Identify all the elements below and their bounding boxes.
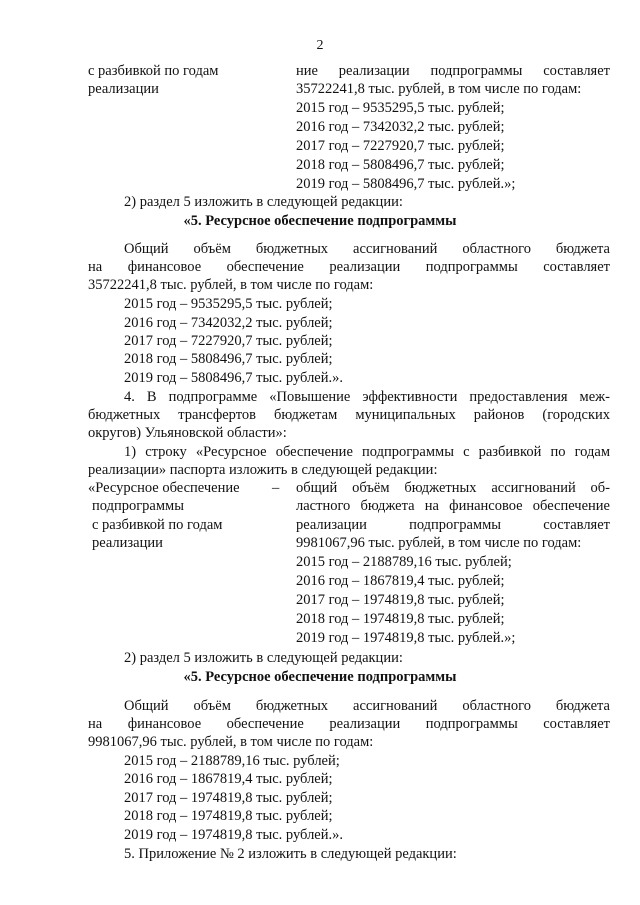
section-a-year-2016: 2016 год – 7342032,2 тыс. рублей; [124, 315, 333, 331]
section-a-para-line-1: Общий объём бюджетных ассигнований областного бюджета [124, 241, 610, 257]
item-4-line-2: бюджетных трансфертов бюджетам муниципальных районов (городских [88, 407, 610, 423]
section-b-year-2019: 2019 год – 1974819,8 тыс. рублей.». [124, 827, 344, 843]
passport-value-line-1: общий объём бюджетных ассигнований об- [296, 480, 610, 496]
top-label-line-1: с разбивкой по годам [88, 63, 219, 79]
section-b-year-2015: 2015 год – 2188789,16 тыс. рублей; [124, 753, 340, 769]
section-a-para-line-2: на финансовое обеспечение реализации подпрограммы составляет [88, 259, 610, 275]
passport-value-line-2: ластного бюджета на финансовое обеспечение [296, 498, 610, 514]
passport-value-line-3: реализации подпрограммы составляет [296, 517, 610, 533]
passport-value-year-2015: 2015 год – 2188789,16 тыс. рублей; [296, 554, 512, 570]
item-5: 5. Приложение № 2 изложить в следующей редакции: [124, 846, 457, 862]
top-value-line-1: ние реализации подпрограммы составляет [296, 63, 610, 79]
item-4-1-line-1: 1) строку «Ресурсное обеспечение подпрограммы с разбивкой по годам [124, 444, 610, 460]
section-b-para-line-3: 9981067,96 тыс. рублей, в том числе по годам: [88, 734, 374, 750]
top-label-line-2: реализации [88, 81, 159, 97]
item-4-line-3: округов) Ульяновской области»: [88, 425, 287, 441]
item-2-section-b: 2) раздел 5 изложить в следующей редакции: [124, 650, 403, 666]
section-b-year-2017: 2017 год – 1974819,8 тыс. рублей; [124, 790, 333, 806]
top-value-year-2019: 2019 год – 5808496,7 тыс. рублей.»; [296, 176, 516, 192]
section-a-para-line-3: 35722241,8 тыс. рублей, в том числе по годам: [88, 277, 374, 293]
top-value-year-2015: 2015 год – 9535295,5 тыс. рублей; [296, 100, 505, 116]
passport-value-year-2018: 2018 год – 1974819,8 тыс. рублей; [296, 611, 505, 627]
section-b-para-line-1: Общий объём бюджетных ассигнований областного бюджета [124, 698, 610, 714]
page-number: 2 [316, 38, 324, 53]
item-4-1-line-2: реализации» паспорта изложить в следующей редакции: [88, 462, 438, 478]
section-b-year-2018: 2018 год – 1974819,8 тыс. рублей; [124, 808, 333, 824]
top-value-line-2: 35722241,8 тыс. рублей, в том числе по годам: [296, 81, 582, 97]
section-heading-b: «5. Ресурсное обеспечение подпрограммы [183, 669, 457, 685]
section-heading-a: «5. Ресурсное обеспечение подпрограммы [183, 213, 457, 229]
top-value-year-2017: 2017 год – 7227920,7 тыс. рублей; [296, 138, 505, 154]
section-a-year-2015: 2015 год – 9535295,5 тыс. рублей; [124, 296, 333, 312]
top-value-year-2016: 2016 год – 7342032,2 тыс. рублей; [296, 119, 505, 135]
top-value-year-2018: 2018 год – 5808496,7 тыс. рублей; [296, 157, 505, 173]
section-b-para-line-2: на финансовое обеспечение реализации подпрограммы составляет [88, 716, 610, 732]
passport-dash: – [272, 480, 280, 496]
passport-label-line-4: реализации [92, 535, 163, 551]
passport-label-line-2: подпрограммы [92, 498, 184, 514]
passport-value-year-2019: 2019 год – 1974819,8 тыс. рублей.»; [296, 630, 516, 646]
section-a-year-2019: 2019 год – 5808496,7 тыс. рублей.». [124, 370, 344, 386]
item-2-section-a: 2) раздел 5 изложить в следующей редакции: [124, 194, 403, 210]
item-4-line-1: 4. В подпрограмме «Повышение эффективности предоставления меж- [124, 389, 610, 405]
passport-value-line-4: 9981067,96 тыс. рублей, в том числе по годам: [296, 535, 582, 551]
section-b-year-2016: 2016 год – 1867819,4 тыс. рублей; [124, 771, 333, 787]
passport-value-year-2016: 2016 год – 1867819,4 тыс. рублей; [296, 573, 505, 589]
section-a-year-2017: 2017 год – 7227920,7 тыс. рублей; [124, 333, 333, 349]
passport-label-line-1: «Ресурсное обеспечение [88, 480, 240, 496]
passport-value-year-2017: 2017 год – 1974819,8 тыс. рублей; [296, 592, 505, 608]
section-a-year-2018: 2018 год – 5808496,7 тыс. рублей; [124, 351, 333, 367]
passport-label-line-3: с разбивкой по годам [92, 517, 223, 533]
